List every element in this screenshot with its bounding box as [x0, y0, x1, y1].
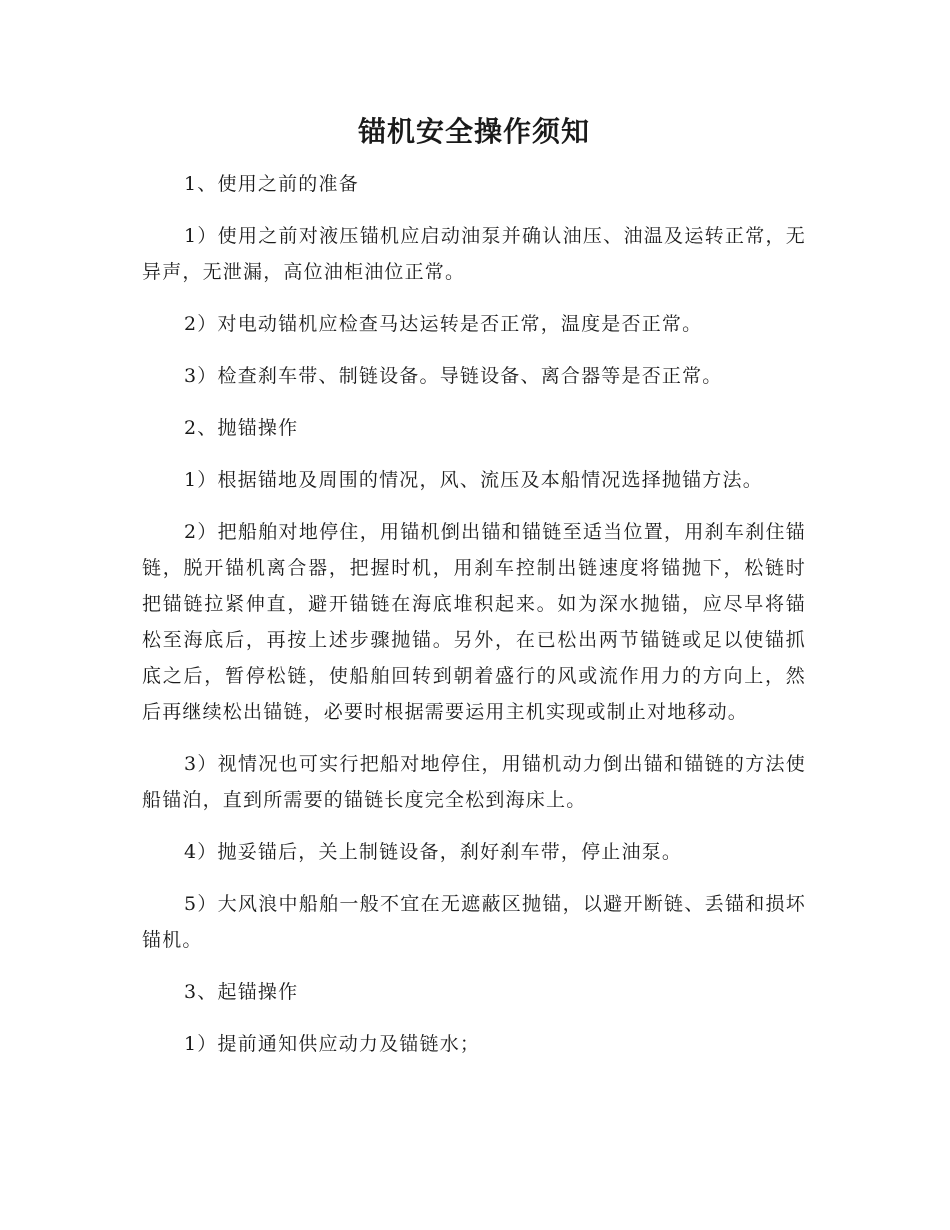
section-heading-preparation: 1、使用之前的准备	[184, 173, 359, 195]
document-title: 锚机安全操作须知	[357, 115, 590, 148]
paragraph: 2）把船舶对地停住，用锚机倒出锚和锚链至适当位置，用刹车刹住锚链，脱开锚机离合器，把握时机，用刹车控制出链速度将锚抛下，松链时把锚链拉紧伸直，避开锚链在海底堆积起来。如为深水抛锚，应尽早将锚松至海底后，再按上述步骤抛锚。另外，在已松出两节锚链或足以使锚抓底之后，暂停松链，使船舶回转到朝着盛行的风或流作用力的方向上，然后再继续松出锚链，必要时根据需要运用主机实现或制止对地移动。	[142, 521, 806, 723]
section-heading-anchoring: 2、抛锚操作	[184, 417, 299, 439]
paragraph: 2）对电动锚机应检查马达运转是否正常，温度是否正常。	[184, 313, 703, 335]
paragraph: 3）视情况也可实行把船对地停住，用锚机动力倒出锚和锚链的方法使船锚泊，直到所需要的锚链长度完全松到海床上。	[142, 753, 806, 811]
paragraph: 1）使用之前对液压锚机应启动油泵并确认油压、油温及运转正常，无异声，无泄漏，高位油柜油位正常。	[142, 225, 806, 283]
paragraph: 1）根据锚地及周围的情况，风、流压及本船情况选择抛锚方法。	[184, 469, 763, 491]
paragraph: 5）大风浪中船舶一般不宜在无遮蔽区抛锚，以避开断链、丢锚和损坏锚机。	[142, 893, 806, 951]
paragraph: 3）检查刹车带、制链设备。导链设备、离合器等是否正常。	[184, 365, 723, 387]
paragraph: 1）提前通知供应动力及锚链水；	[184, 1033, 481, 1055]
document-body	[142, 108, 806, 1062]
paragraph: 4）抛妥锚后，关上制链设备，刹好刹车带，停止油泵。	[184, 841, 683, 863]
section-heading-weighing: 3、起锚操作	[184, 981, 299, 1003]
